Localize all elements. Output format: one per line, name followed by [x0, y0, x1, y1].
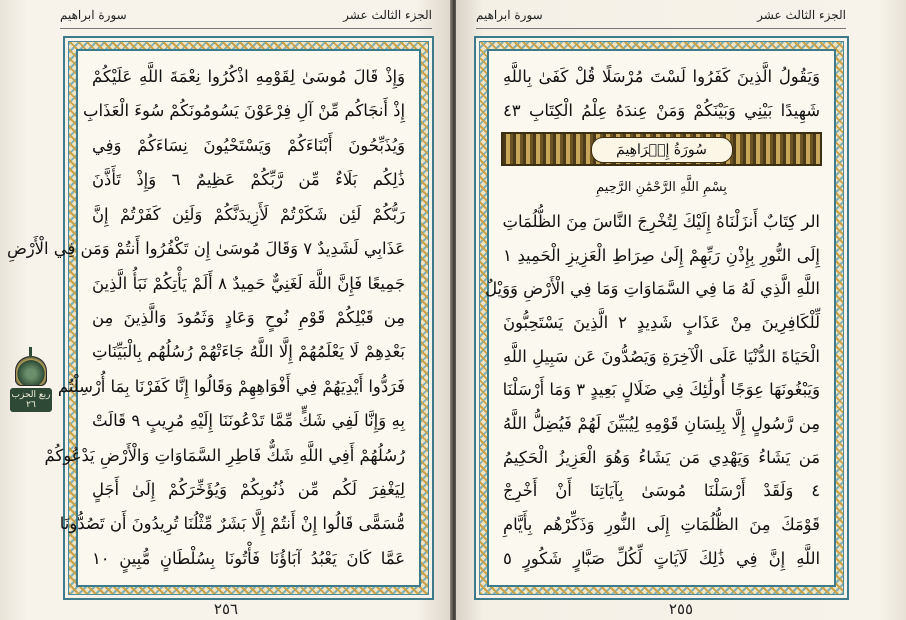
verse-line: مَن يَشَاءُ وَيَهْدِي مَن يَشَاءُ وَهُوَ الْعَزِيزُ الْحَكِيمُ	[503, 447, 820, 467]
verse-line: اللَّهِ الَّذِي لَهُ مَا فِي السَّمَاوَاتِ وَمَا فِي الْأَرْضِ وَوَيْلٌ	[485, 279, 820, 299]
verse-line: وَيُذَبِّحُونَ أَبْنَاءَكُمْ وَيَسْتَحْيُونَ نِسَاءَكُمْ وَفِي	[92, 135, 405, 155]
verse-line: عَذَابِي لَشَدِيدٌ ٧ وَقَالَ مُوسَىٰ إِن تَكْفُرُوا أَنتُمْ وَمَن فِي الْأَرْضِ	[6, 239, 405, 259]
verse-line: اللَّهِ إِنَّ فِي ذَٰلِكَ لَآيَاتٍ لِّكُلِّ صَبَّارٍ شَكُورٍ ٥	[503, 548, 820, 568]
page-number-right: ٢٥٥	[668, 600, 694, 618]
verse-line: بَعْدِهِمْ لَا يَعْلَمُهُمْ إِلَّا اللَّهُ جَاءَتْهُمْ رُسُلُهُم بِالْبَيِّنَاتِ	[92, 342, 405, 362]
page-number-left: ٢٥٦	[213, 600, 239, 618]
right-page-header	[476, 6, 846, 26]
verse-line: شَهِيدًا بَيْنِي وَبَيْنَكُمْ وَمَنْ عِندَهُ عِلْمُ الْكِتَابِ ٤٣	[503, 100, 820, 120]
left-page	[0, 0, 452, 620]
verse-line: وَيَبْغُونَهَا عِوَجًا أُولَٰئِكَ فِي ضَلَالٍ بَعِيدٍ ٣ وَمَا أَرْسَلْنَا	[502, 380, 820, 400]
left-page-header	[60, 6, 432, 26]
verse-line: إِلَى النُّورِ بِإِذْنِ رَبِّهِمْ إِلَىٰ صِرَاطِ الْعَزِيزِ الْحَمِيدِ ١	[503, 245, 820, 265]
verse-line: رُسُلُهُمْ أَفِي اللَّهِ شَكٌّ فَاطِرِ السَّمَاوَاتِ وَالْأَرْضِ يَدْعُوكُمْ	[44, 445, 405, 465]
surah-title: سُورَةُ إِبۡرَاهِيمَ	[591, 137, 733, 163]
verse-line: مِن قَبْلِكُمْ قَوْمِ نُوحٍ وَعَادٍ وَثَمُودَ وَالَّذِينَ مِن	[92, 307, 405, 327]
right-text-frame	[474, 36, 849, 600]
verse-line: قَوْمَكَ مِنَ الظُّلُمَاتِ إِلَى النُّورِ وَذَكِّرْهُم بِأَيَّامِ	[503, 515, 820, 535]
verse-line: بِهِ وَإِنَّا لَفِي شَكٍّ مِّمَّا تَدْعُونَنَا إِلَيْهِ مُرِيبٍ ٩ قَالَتْ	[92, 411, 405, 431]
verse-line: وَإِذْ قَالَ مُوسَىٰ لِقَوْمِهِ اذْكُرُوا نِعْمَةَ اللَّهِ عَلَيْكُمْ	[92, 67, 405, 86]
verse-line: إِذْ أَنجَاكُم مِّنْ آلِ فِرْعَوْنَ يَسُومُونَكُمْ سُوءَ الْعَذَابِ	[83, 101, 405, 121]
verse-line: لِّلْكَافِرِينَ مِنْ عَذَابٍ شَدِيدٍ ٢ الَّذِينَ يَسْتَحِبُّونَ	[503, 312, 820, 332]
right-page	[456, 0, 906, 620]
right-text-block	[485, 65, 820, 571]
verse-line: عَمَّا كَانَ يَعْبُدُ آبَاؤُنَا فَأْتُونَا بِسُلْطَانٍ مُّبِينٍ ١٠	[92, 548, 405, 568]
verse-line: مِن رَّسُولٍ إِلَّا بِلِسَانِ قَوْمِهِ لِيُبَيِّنَ لَهُمْ فَيُضِلُّ اللَّهُ	[503, 414, 820, 434]
verse-line: الر كِتَابٌ أَنزَلْنَاهُ إِلَيْكَ لِتُخْرِجَ النَّاسَ مِنَ الظُّلُمَاتِ	[502, 211, 820, 231]
surah-title-banner	[501, 132, 822, 166]
verse-line: الْحَيَاةَ الدُّنْيَا عَلَى الْآخِرَةِ وَيَصُدُّونَ عَن سَبِيلِ اللَّهِ	[503, 346, 820, 366]
surah-label: سورة ابراهيم	[60, 8, 127, 22]
verse-line: لِيَغْفِرَ لَكُم مِّن ذُنُوبِكُمْ وَيُؤَخِّرَكُمْ إِلَىٰ أَجَلٍ	[92, 480, 405, 500]
verse-line: رَبُّكُمْ لَئِن شَكَرْتُمْ لَأَزِيدَنَّكُمْ وَلَئِن كَفَرْتُمْ إِنَّ	[92, 204, 405, 224]
verse-line: مُّسَمًّى قَالُوا إِنْ أَنتُمْ إِلَّا بَشَرٌ مِّثْلُنَا تُرِيدُونَ أَن تَصُدُّونَا	[59, 514, 405, 534]
hizb-label: ربع الحزب ٢٦	[11, 390, 51, 410]
juz-label: الجزء الثالث عشر	[343, 8, 432, 22]
verse-line: وَيَقُولُ الَّذِينَ كَفَرُوا لَسْتَ مُرْسَلًا قُلْ كَفَىٰ بِاللَّهِ	[503, 67, 820, 86]
verse-line: ذَٰلِكُم بَلَاءٌ مِّن رَّبِّكُمْ عَظِيمٌ ٦ وَإِذْ تَأَذَّنَ	[92, 170, 405, 190]
juz-label: الجزء الثالث عشر	[757, 8, 846, 22]
hizb-marker	[10, 356, 52, 420]
hizb-dome-icon	[15, 356, 47, 386]
verse-line: ٤ وَلَقَدْ أَرْسَلْنَا مُوسَىٰ بِآيَاتِنَا أَنْ أَخْرِجْ	[503, 481, 820, 501]
verse-line: فَرَدُّوا أَيْدِيَهُمْ فِي أَفْوَاهِهِمْ وَقَالُوا إِنَّا كَفَرْنَا بِمَا أُرْسِلْتُم	[57, 376, 405, 396]
basmala: بِسْمِ اللَّهِ الرَّحْمَٰنِ الرَّحِيمِ	[596, 180, 727, 196]
verse-line: جَمِيعًا فَإِنَّ اللَّهَ لَغَنِيٌّ حَمِيدٌ ٨ أَلَمْ يَأْتِكُمْ نَبَأُ الَّذِينَ	[92, 273, 405, 293]
surah-label: سورة ابراهيم	[476, 8, 543, 22]
